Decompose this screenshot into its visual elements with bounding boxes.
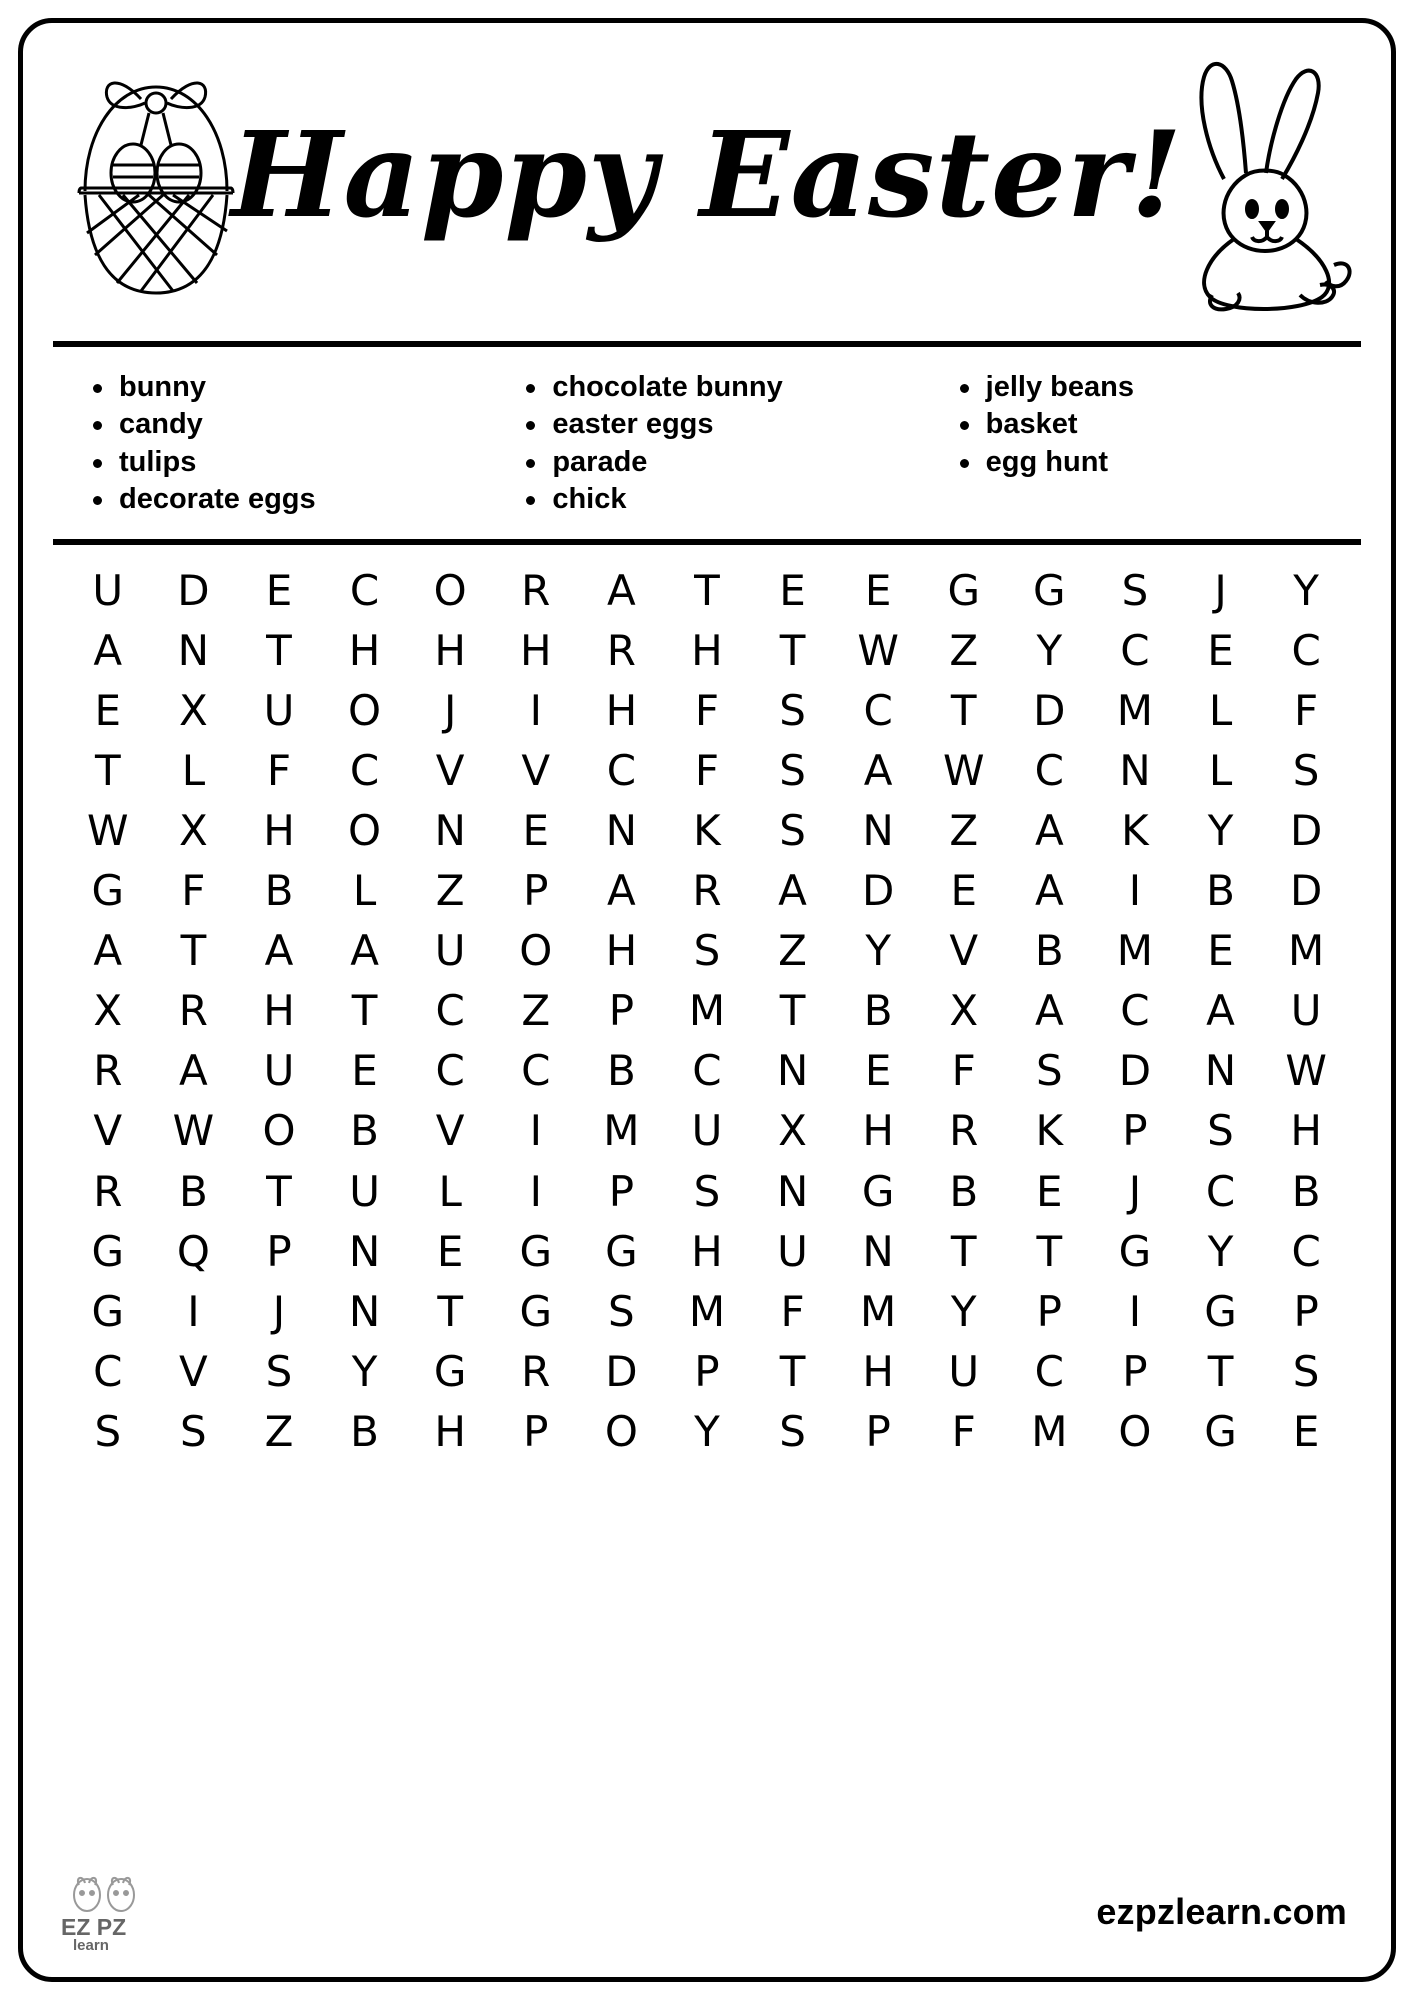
- grid-cell: Y: [865, 926, 891, 976]
- grid-cell: I: [187, 1286, 200, 1336]
- grid-cell: M: [860, 1286, 897, 1336]
- grid-cell: C: [1205, 1166, 1236, 1216]
- grid-cell: L: [1208, 745, 1233, 795]
- grid-cell: H: [434, 1406, 466, 1456]
- grid-cell: G: [519, 1226, 553, 1276]
- grid-cell: O: [1118, 1406, 1152, 1456]
- word-search-grid: [23, 545, 1391, 1454]
- grid-cell: E: [864, 1046, 892, 1096]
- grid-cell: P: [1293, 1286, 1319, 1336]
- grid-cell: R: [93, 1166, 123, 1216]
- grid-cell: S: [1121, 565, 1149, 615]
- grid-cell: B: [350, 1406, 379, 1456]
- grid-cell: B: [606, 1046, 636, 1096]
- grid-cell: S: [1207, 1106, 1234, 1156]
- grid-cell: E: [1207, 625, 1234, 675]
- grid-cell: M: [688, 986, 726, 1036]
- grid-cell: P: [865, 1406, 891, 1456]
- grid-cell: P: [608, 1166, 635, 1216]
- grid-cell: T: [694, 565, 720, 615]
- grid-cell: D: [177, 565, 210, 615]
- grid-cell: B: [264, 866, 294, 916]
- grid-cell: A: [1034, 986, 1064, 1036]
- grid-cell: F: [951, 1406, 976, 1456]
- grid-cell: E: [351, 1046, 378, 1096]
- grid-cell: W: [942, 745, 985, 795]
- grid-cell: R: [178, 986, 208, 1036]
- grid-cell: U: [691, 1106, 723, 1156]
- grid-cell: R: [949, 1106, 979, 1156]
- word-list: [23, 347, 1391, 539]
- grid-cell: J: [272, 1286, 286, 1336]
- grid-cell: S: [1292, 1346, 1320, 1396]
- grid-cell: Y: [1207, 1226, 1234, 1276]
- grid-cell: H: [1290, 1106, 1322, 1156]
- grid-cell: R: [606, 625, 636, 675]
- grid-cell: S: [779, 806, 806, 855]
- grid-cell: X: [179, 806, 208, 855]
- grid-cell: R: [521, 1346, 551, 1396]
- grid-cell: F: [266, 745, 292, 795]
- grid-cell: B: [1034, 926, 1064, 976]
- grid-cell: X: [949, 986, 979, 1036]
- grid-cell: V: [435, 1106, 465, 1156]
- grid-row: [65, 1406, 1349, 1456]
- grid-cell: C: [1034, 745, 1064, 795]
- grid-cell: F: [694, 745, 720, 795]
- grid-cell: G: [1033, 565, 1066, 615]
- grid-cell: E: [1292, 1406, 1320, 1456]
- grid-cell: A: [606, 866, 636, 916]
- grid-cell: C: [863, 685, 893, 735]
- grid-cell: E: [1036, 1166, 1063, 1216]
- grid-cell: U: [434, 926, 466, 976]
- grid-cell: M: [603, 1106, 640, 1156]
- grid-cell: D: [605, 1346, 638, 1396]
- grid-cell: H: [862, 1346, 894, 1396]
- grid-cell: M: [1116, 685, 1154, 735]
- grid-row: [65, 1166, 1349, 1216]
- word-item: bunny: [83, 369, 490, 406]
- ezpz-logo-text-1: EZ PZ: [61, 1914, 127, 1940]
- grid-cell: B: [1206, 866, 1235, 916]
- grid-cell: P: [608, 986, 635, 1036]
- grid-cell: A: [778, 866, 807, 916]
- grid-cell: M: [688, 1286, 726, 1336]
- grid-row: [65, 866, 1349, 916]
- page-title: Happy Easter!: [231, 105, 1183, 244]
- grid-cell: S: [693, 926, 721, 976]
- grid-cell: T: [437, 1286, 463, 1336]
- grid-cell: S: [1035, 1046, 1063, 1096]
- grid-cell: C: [1034, 1346, 1064, 1396]
- grid-cell: K: [1035, 1106, 1064, 1156]
- grid-row: [65, 1286, 1349, 1336]
- grid-cell: T: [1207, 1346, 1234, 1396]
- grid-cell: P: [266, 1226, 292, 1276]
- grid-cell: S: [94, 1406, 122, 1456]
- grid-cell: O: [262, 1106, 296, 1156]
- grid-cell: S: [779, 745, 806, 795]
- grid-cell: G: [1118, 1226, 1152, 1276]
- grid-cell: T: [950, 1226, 977, 1276]
- grid-cell: H: [605, 685, 638, 735]
- grid-cell: U: [92, 565, 124, 615]
- grid-cell: X: [93, 986, 123, 1036]
- grid-cell: O: [348, 685, 382, 735]
- grid-cell: H: [691, 1226, 723, 1276]
- grid-cell: K: [693, 806, 721, 855]
- grid-cell: P: [523, 1406, 549, 1456]
- grid-cell: G: [1204, 1406, 1237, 1456]
- grid-cell: T: [1036, 1226, 1063, 1276]
- grid-cell: E: [94, 685, 122, 735]
- grid-cell: C: [692, 1046, 722, 1096]
- grid-cell: D: [861, 866, 895, 916]
- grid-cell: I: [1128, 866, 1142, 916]
- word-item: parade: [516, 444, 923, 481]
- grid-cell: T: [266, 625, 292, 675]
- grid-cell: U: [349, 1166, 380, 1216]
- grid-cell: O: [348, 806, 382, 855]
- grid-row: [65, 565, 1349, 615]
- grid-cell: S: [1292, 745, 1320, 795]
- grid-cell: V: [179, 1346, 208, 1396]
- grid-row: [65, 685, 1349, 735]
- grid-cell: G: [91, 1286, 125, 1336]
- grid-cell: H: [263, 986, 295, 1036]
- grid-cell: N: [862, 1226, 894, 1276]
- grid-cell: Z: [949, 625, 979, 675]
- word-item: candy: [83, 406, 490, 443]
- word-item: basket: [950, 406, 1357, 443]
- grid-cell: R: [521, 565, 551, 615]
- grid-cell: Y: [1036, 625, 1063, 675]
- grid-cell: J: [443, 685, 457, 735]
- grid-cell: T: [779, 625, 806, 675]
- word-item: egg hunt: [950, 444, 1357, 481]
- grid-cell: I: [529, 1166, 542, 1216]
- grid-cell: F: [951, 1046, 976, 1096]
- grid-cell: B: [863, 986, 893, 1036]
- grid-cell: H: [434, 625, 466, 675]
- grid-cell: H: [605, 926, 638, 976]
- grid-cell: E: [950, 866, 977, 916]
- grid-cell: E: [522, 806, 550, 855]
- grid-cell: I: [529, 1106, 542, 1156]
- grid-cell: A: [1034, 806, 1064, 855]
- grid-cell: U: [263, 1046, 295, 1096]
- word-item: easter eggs: [516, 406, 923, 443]
- grid-cell: Z: [521, 986, 551, 1036]
- grid-cell: H: [862, 1106, 894, 1156]
- grid-cell: F: [694, 685, 720, 735]
- grid-cell: G: [433, 1346, 467, 1396]
- grid-cell: G: [91, 1226, 125, 1276]
- grid-cell: B: [350, 1106, 379, 1156]
- word-item: tulips: [83, 444, 490, 481]
- grid-cell: P: [694, 1346, 720, 1396]
- grid-cell: T: [351, 986, 378, 1036]
- grid-cell: C: [435, 986, 465, 1036]
- grid-cell: O: [433, 565, 467, 615]
- grid-cell: P: [1122, 1106, 1148, 1156]
- grid-cell: G: [605, 1226, 638, 1276]
- grid-cell: T: [779, 986, 806, 1036]
- worksheet-sheet: [18, 18, 1396, 1982]
- grid-cell: F: [1294, 685, 1319, 735]
- grid-cell: Y: [351, 1346, 378, 1396]
- grid-cell: I: [1128, 1286, 1142, 1336]
- grid-cell: N: [776, 1166, 809, 1216]
- grid-cell: L: [352, 866, 377, 916]
- grid-cell: S: [779, 1406, 806, 1456]
- grid-cell: C: [521, 1046, 551, 1096]
- grid-cell: B: [1291, 1166, 1321, 1216]
- word-column-2: [490, 369, 923, 519]
- grid-cell: M: [1116, 926, 1154, 976]
- grid-cell: C: [349, 565, 380, 615]
- grid-row: [65, 625, 1349, 675]
- grid-cell: C: [435, 1046, 465, 1096]
- grid-cell: N: [605, 806, 638, 855]
- grid-cell: A: [179, 1046, 208, 1096]
- grid-row: [65, 986, 1349, 1036]
- grid-cell: A: [1206, 986, 1235, 1036]
- grid-cell: Y: [1207, 806, 1234, 855]
- grid-cell: H: [519, 625, 552, 675]
- grid-cell: T: [180, 926, 207, 976]
- grid-cell: U: [263, 685, 295, 735]
- grid-cell: O: [604, 1406, 638, 1456]
- grid-cell: E: [864, 565, 892, 615]
- grid-cell: A: [1034, 866, 1064, 916]
- grid-cell: L: [438, 1166, 462, 1216]
- grid-cell: Z: [435, 866, 465, 916]
- word-item: chocolate bunny: [516, 369, 923, 406]
- grid-cell: H: [691, 625, 723, 675]
- grid-cell: T: [950, 685, 977, 735]
- grid-cell: G: [91, 866, 125, 916]
- grid-cell: W: [87, 806, 129, 855]
- grid-cell: A: [93, 625, 123, 675]
- grid-cell: G: [519, 1286, 553, 1336]
- grid-cell: F: [181, 866, 206, 916]
- grid-cell: Y: [1293, 565, 1319, 615]
- easter-basket-icon: [45, 41, 275, 321]
- grid-cell: C: [1120, 986, 1150, 1036]
- grid-cell: N: [1119, 745, 1151, 795]
- grid-cell: V: [93, 1106, 123, 1156]
- grid-cell: P: [523, 866, 549, 916]
- grid-cell: R: [692, 866, 722, 916]
- grid-row: [65, 1346, 1349, 1396]
- grid-cell: V: [435, 745, 465, 795]
- grid-cell: U: [948, 1346, 980, 1396]
- grid-cell: M: [1287, 926, 1325, 976]
- grid-row: [65, 926, 1349, 976]
- grid-cell: J: [1214, 565, 1227, 615]
- grid-cell: J: [1128, 1166, 1142, 1216]
- grid-cell: Y: [950, 1286, 977, 1336]
- grid-cell: Z: [778, 926, 807, 976]
- grid-cell: Q: [176, 1226, 210, 1276]
- grid-cell: T: [94, 745, 121, 795]
- grid-cell: L: [181, 745, 206, 795]
- grid-cell: N: [1204, 1046, 1237, 1096]
- grid-cell: U: [1290, 986, 1322, 1036]
- grid-cell: N: [177, 625, 210, 675]
- grid-cell: A: [93, 926, 123, 976]
- grid-cell: S: [693, 1166, 721, 1216]
- grid-cell: R: [93, 1046, 123, 1096]
- grid-row: [65, 806, 1349, 855]
- grid-row: [65, 1106, 1349, 1156]
- grid-cell: C: [606, 745, 637, 795]
- grid-cell: X: [778, 1106, 807, 1156]
- grid-cell: D: [1033, 685, 1066, 735]
- grid-cell: Z: [264, 1406, 294, 1456]
- grid-cell: W: [1285, 1046, 1327, 1096]
- grid-cell: E: [436, 1226, 464, 1276]
- word-item: chick: [516, 481, 923, 518]
- grid-cell: N: [348, 1226, 381, 1276]
- grid-cell: C: [349, 745, 380, 795]
- grid-cell: S: [608, 1286, 635, 1336]
- grid-cell: P: [1122, 1346, 1148, 1396]
- grid-cell: D: [1118, 1046, 1152, 1096]
- grid-cell: G: [861, 1166, 895, 1216]
- grid-cell: U: [777, 1226, 808, 1276]
- grid-cell: D: [1289, 866, 1323, 916]
- grid-cell: A: [863, 745, 893, 795]
- grid-cell: H: [263, 806, 295, 855]
- bunny-icon: [1150, 43, 1365, 323]
- grid-cell: D: [1289, 806, 1323, 855]
- ezpz-logo-text-2: learn: [73, 1937, 109, 1953]
- grid-cell: N: [348, 1286, 381, 1336]
- grid-cell: C: [1120, 625, 1150, 675]
- word-item: jelly beans: [950, 369, 1357, 406]
- grid-cell: C: [1291, 625, 1321, 675]
- grid-cell: H: [348, 625, 381, 675]
- site-url: ezpzlearn.com: [1096, 1891, 1347, 1932]
- grid-row: [65, 1046, 1349, 1096]
- grid-cell: G: [947, 565, 980, 615]
- grid-cell: W: [857, 625, 899, 675]
- grid-cell: L: [1208, 685, 1233, 735]
- grid-cell: N: [434, 806, 466, 855]
- grid-cell: O: [519, 926, 553, 976]
- grid-cell: Z: [949, 806, 979, 855]
- grid-cell: C: [1291, 1226, 1321, 1276]
- worksheet-header: [23, 23, 1391, 341]
- grid-cell: S: [265, 1346, 293, 1396]
- grid-cell: B: [949, 1166, 979, 1216]
- grid-cell: E: [1207, 926, 1234, 976]
- grid-cell: S: [779, 685, 806, 735]
- grid-row: [65, 745, 1349, 795]
- grid-cell: N: [776, 1046, 809, 1096]
- grid-cell: E: [265, 565, 293, 615]
- word-column-3: [924, 369, 1357, 519]
- grid-cell: X: [179, 685, 208, 735]
- worksheet-footer: [23, 1869, 1391, 1959]
- grid-cell: K: [1121, 806, 1149, 855]
- word-item: decorate eggs: [83, 481, 490, 518]
- grid-cell: B: [178, 1166, 208, 1216]
- grid-cell: A: [606, 565, 636, 615]
- grid-cell: C: [93, 1346, 123, 1396]
- ezpz-logo-icon: [59, 1873, 169, 1953]
- grid-cell: A: [350, 926, 379, 976]
- grid-cell: S: [180, 1406, 207, 1456]
- grid-cell: E: [779, 565, 806, 615]
- grid-cell: F: [780, 1286, 805, 1336]
- grid-cell: P: [1036, 1286, 1062, 1336]
- grid-cell: M: [1031, 1406, 1068, 1456]
- grid-row: [65, 1226, 1349, 1276]
- grid-cell: Y: [694, 1406, 720, 1456]
- grid-cell: T: [779, 1346, 806, 1396]
- grid-cell: G: [1204, 1286, 1237, 1336]
- grid-cell: V: [949, 926, 979, 976]
- grid-cell: V: [521, 745, 551, 795]
- grid-cell: T: [266, 1166, 292, 1216]
- grid-cell: W: [172, 1106, 215, 1156]
- word-column-1: [57, 369, 490, 519]
- grid-cell: I: [529, 685, 542, 735]
- grid-cell: N: [862, 806, 894, 855]
- grid-cell: A: [264, 926, 294, 976]
